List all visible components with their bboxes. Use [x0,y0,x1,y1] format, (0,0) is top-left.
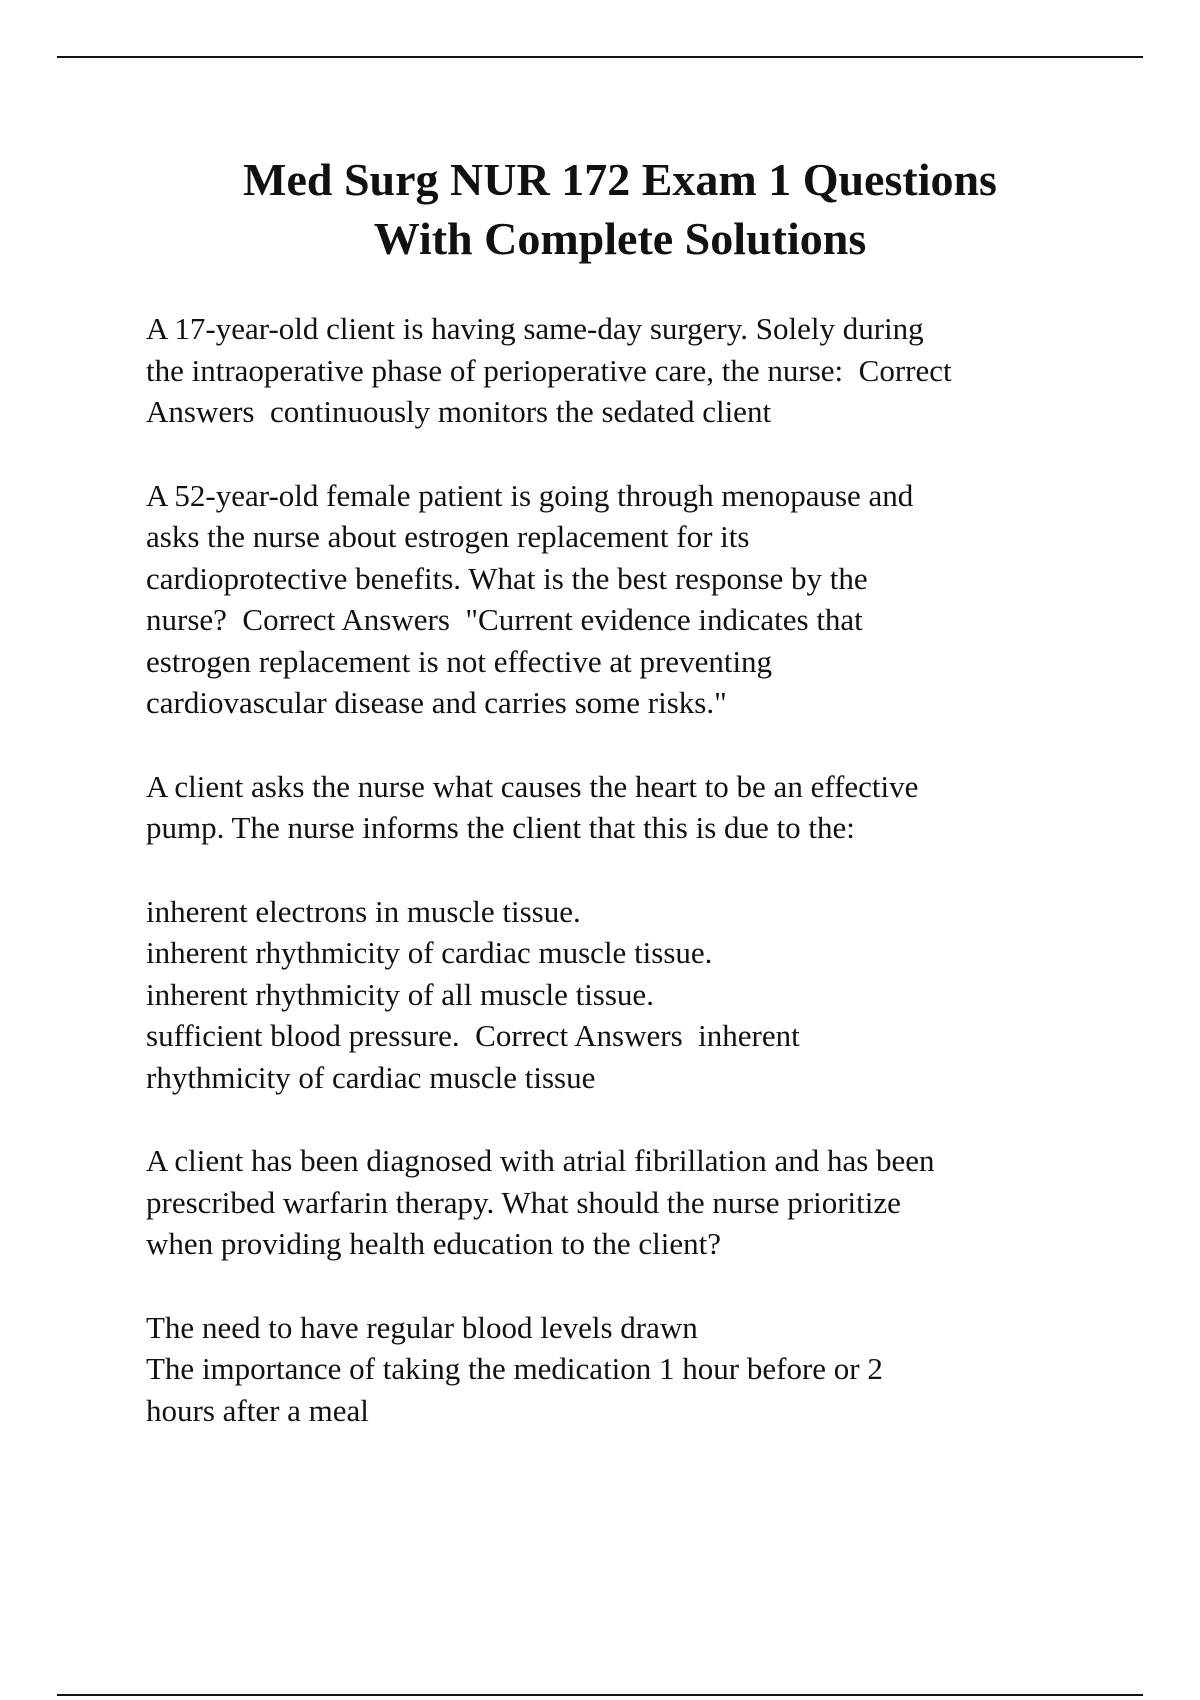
option-line: The need to have regular blood levels drawn [146,1309,698,1345]
option-line: sufficient blood pressure. Correct Answers inherent [146,1018,800,1053]
text-line: cardiovascular disease and carries some risks." [146,685,727,720]
text-line: estrogen replacement is not effective at preventing [146,643,773,679]
text-line: A 17-year-old client is having same-day surgery. Solely during [146,311,924,346]
text-line: A client asks the nurse what causes the heart to be an effective [146,768,919,804]
title-line-2: With Complete Solutions [373,213,867,264]
text-line: cardioprotective benefits. What is the best response by the [146,560,868,596]
text-line: pump. The nurse informs the client that this is due to the: [146,810,855,845]
text-line: the intraoperative phase of perioperative care, the nurse: Correct [146,352,952,388]
answer-options-block-4 [146,1307,1096,1432]
option-line: hours after a meal [146,1392,369,1428]
text-line: A client has been diagnosed with atrial fibrillation and has been [146,1143,935,1178]
top-divider [57,56,1143,58]
document-body [146,308,1096,1473]
text-line: A 52-year-old female patient is going through menopause and [146,477,914,513]
option-line: rhythmicity of cardiac muscle tissue [146,1059,596,1095]
text-line: asks the nurse about estrogen replacement for its [146,519,750,554]
answer-options-block-3 [146,891,1096,1099]
text-line: when providing health education to the client? [146,1226,722,1261]
option-line: inherent rhythmicity of cardiac muscle tissue. [146,935,713,970]
question-block-2 [146,475,1096,724]
text-line: nurse? Correct Answers "Current evidence indicates that [146,602,863,637]
option-line: The importance of taking the medication 1 hour before or 2 [146,1351,883,1386]
question-block-3 [146,766,1096,849]
bottom-divider [57,1694,1143,1696]
document-title [60,150,1180,268]
question-block-1 [146,308,1096,433]
text-line: Answers continuously monitors the sedated client [146,394,772,429]
question-block-4 [146,1140,1096,1265]
option-line: inherent electrons in muscle tissue. [146,893,581,929]
text-line: prescribed warfarin therapy. What should the nurse prioritize [146,1184,901,1220]
option-line: inherent rhythmicity of all muscle tissue. [146,976,654,1012]
title-line-1: Med Surg NUR 172 Exam 1 Questions [243,154,997,205]
